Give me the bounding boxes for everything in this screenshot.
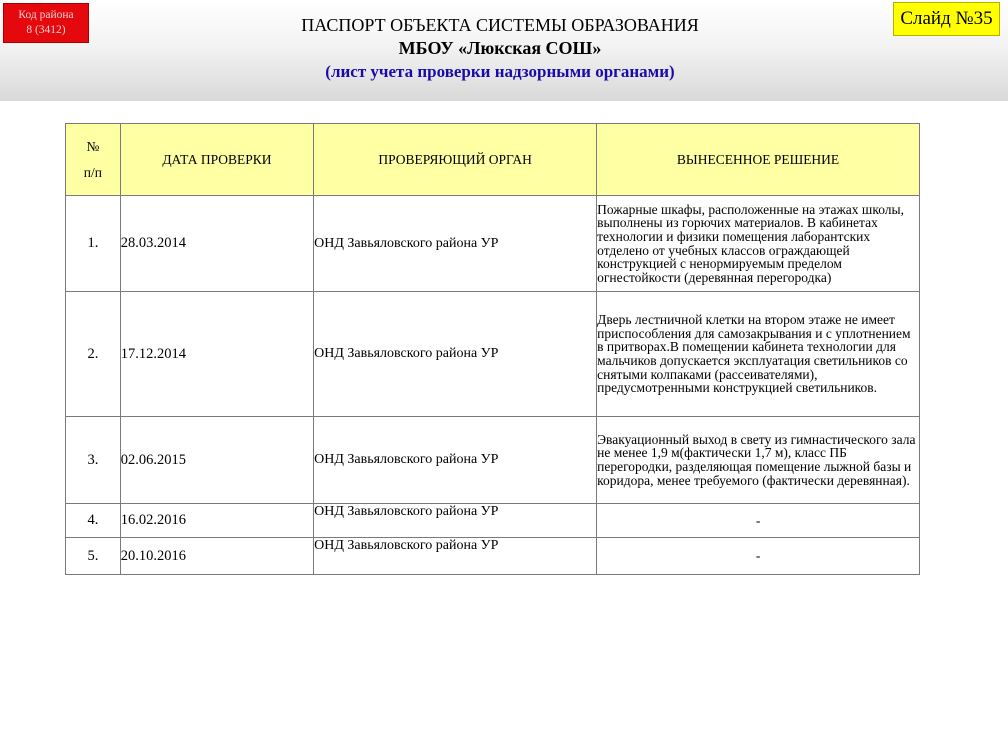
table-row — [66, 504, 920, 538]
region-code-label: Код района — [18, 9, 74, 21]
title-line-1: ПАСПОРТ ОБЪЕКТА СИСТЕМЫ ОБРАЗОВАНИЯ — [301, 15, 699, 35]
row-agency: ОНД Завьяловского района УР — [314, 417, 597, 504]
table-row — [66, 417, 920, 504]
row-agency: ОНД Завьяловского района УР — [314, 504, 597, 538]
row-date: 28.03.2014 — [120, 196, 313, 292]
title-line-2: МБОУ «Люкская СОШ» — [398, 38, 602, 58]
slide-number-badge: Слайд №35 — [893, 2, 1000, 36]
row-decision: Пожарные шкафы, расположенные на этажах школы, выполнены из горючих материалов. В кабинетах технологии и физики помещения лаборантских отделено от учебных классов ограждающей конструкцией с ненормируемым пределом огнестойкости (деревянная перегородка) — [597, 196, 920, 292]
table-header-row — [66, 124, 920, 196]
row-agency: ОНД Завьяловского района УР — [314, 292, 597, 417]
region-code-badge — [3, 3, 89, 43]
column-header-date: ДАТА ПРОВЕРКИ — [120, 124, 313, 196]
table-row — [66, 196, 920, 292]
row-decision: - — [597, 538, 920, 575]
title-subtitle: (лист учета проверки надзорными органами) — [325, 62, 675, 81]
column-header-num — [66, 124, 121, 196]
inspection-table — [65, 123, 920, 575]
column-header-decision: ВЫНЕСЕННОЕ РЕШЕНИЕ — [597, 124, 920, 196]
column-header-num-line1: № — [86, 138, 100, 154]
row-date: 16.02.2016 — [120, 504, 313, 538]
region-code-value: 8 (3412) — [26, 24, 66, 36]
row-date: 02.06.2015 — [120, 417, 313, 504]
row-date: 20.10.2016 — [120, 538, 313, 575]
row-decision: - — [597, 504, 920, 538]
row-decision: Дверь лестничной клетки на втором этаже не имеет приспособления для самозакрывания и с уплотнением в притворах.В помещении кабинета технологии для мальчиков допускается эксплуатация светильников со снятыми колпаками (рассеивателями), предусмотренными конструкцией светильников. — [597, 292, 920, 417]
row-number: 5. — [66, 538, 121, 575]
table-row — [66, 538, 920, 575]
row-decision: Эвакуационный выход в свету из гимнастического зала не менее 1,9 м(фактически 1,7 м), класс ПБ перегородки, разделяющая помещение лыжной базы и коридора, менее требуемого (фактически деревянная). — [597, 417, 920, 504]
slide-header — [0, 0, 1008, 101]
table-row — [66, 292, 920, 417]
row-agency: ОНД Завьяловского района УР — [314, 196, 597, 292]
page-title — [200, 14, 800, 83]
row-number: 3. — [66, 417, 121, 504]
row-number: 4. — [66, 504, 121, 538]
row-number: 2. — [66, 292, 121, 417]
column-header-agency: ПРОВЕРЯЮЩИЙ ОРГАН — [314, 124, 597, 196]
row-date: 17.12.2014 — [120, 292, 313, 417]
row-number: 1. — [66, 196, 121, 292]
row-agency: ОНД Завьяловского района УР — [314, 538, 597, 575]
column-header-num-line2: п/п — [83, 164, 102, 180]
